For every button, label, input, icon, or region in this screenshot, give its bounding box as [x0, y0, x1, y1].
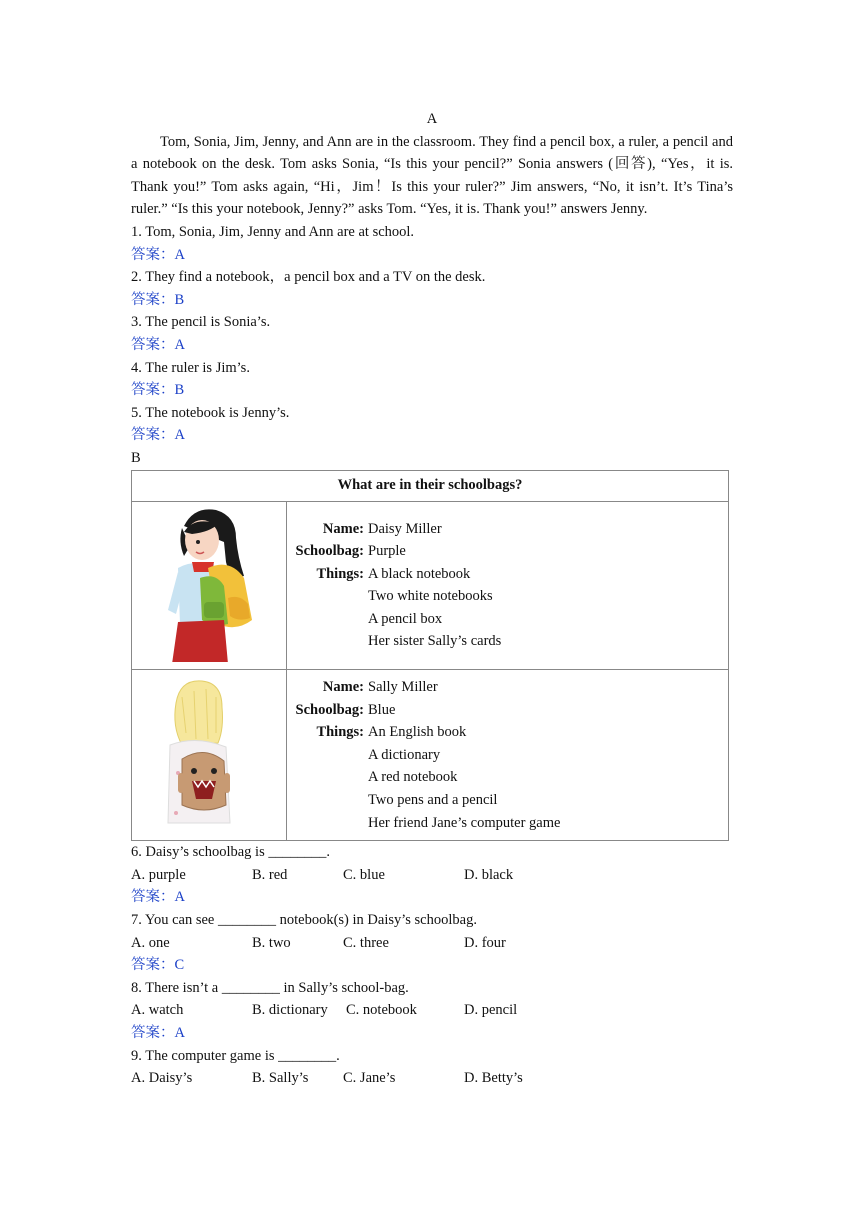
answer-3: 答案：A	[131, 336, 185, 353]
schoolbag-table	[131, 470, 729, 842]
question-7: 7. You can see ________ notebook(s) in Daisy’s schoolbag.	[131, 912, 477, 929]
question-2: 2. They find a notebook，a pencil box and a TV on the desk.	[131, 269, 486, 286]
sally-thing-4: Two pens and a pencil	[368, 792, 498, 809]
answer-4: 答案：B	[131, 382, 185, 399]
options-7	[131, 932, 733, 955]
sally-info-cell	[287, 670, 729, 841]
option: B. Sally’s	[252, 1070, 309, 1087]
daisy-thing-1: A black notebook	[368, 565, 471, 582]
things-label: Things:	[316, 724, 364, 741]
option: A. one	[131, 934, 170, 951]
option: B. dictionary	[252, 1002, 328, 1019]
section-a-questions	[131, 221, 733, 447]
sally-picture-cell	[132, 670, 287, 841]
sally-thing-5: Her friend Jane’s computer game	[368, 814, 561, 831]
schoolbag-label: Schoolbag:	[295, 701, 364, 718]
name-label: Name:	[322, 679, 364, 696]
answer-8: 答案：A	[131, 1025, 185, 1041]
answer-2: 答案：B	[131, 291, 185, 308]
question-4: 4. The ruler is Jim’s.	[131, 359, 250, 376]
sally-thing-3: A red notebook	[368, 769, 458, 786]
answer-7: 答案：C	[131, 957, 185, 974]
sally-schoolbag: Blue	[368, 701, 396, 718]
option: C. notebook	[346, 1002, 417, 1019]
sally-thing-2: A dictionary	[368, 746, 441, 763]
options-9	[131, 1067, 733, 1090]
option: B. red	[252, 866, 288, 883]
question-1: 1. Tom, Sonia, Jim, Jenny and Ann are at school.	[131, 223, 415, 240]
option: A. Daisy’s	[131, 1070, 193, 1087]
document-page	[131, 108, 733, 1090]
passage-a: Tom, Sonia, Jim, Jenny, and Ann are in the classroom. They find a pencil box, a ruler, a pencil and a notebook on the desk. Tom asks Sonia, “Is this your pencil?” Sonia answers (回答), “Yes，it is. Thank you!” Tom asks again, “Hi，Jim！Is this your ruler?” Jim answers, “No, it isn’t. It’s Tina’s ruler.” “Is this your notebook, Jenny?” asks Tom. “Yes, it is. Thank you!” answers Jenny.	[131, 133, 733, 218]
daisy-schoolbag: Purple	[368, 543, 406, 560]
things-label: Things:	[316, 565, 364, 582]
answer-6: 答案：A	[131, 889, 185, 906]
option: B. two	[252, 934, 291, 951]
name-label: Name:	[322, 520, 364, 537]
blonde-girl-with-backpack-illustration	[132, 673, 286, 829]
answer-1: 答案：A	[131, 246, 185, 263]
option: A. watch	[131, 1002, 184, 1019]
section-b-heading: B	[131, 449, 141, 466]
daisy-thing-3: A pencil box	[368, 610, 443, 627]
question-5: 5. The notebook is Jenny’s.	[131, 404, 290, 421]
daisy-picture-cell	[132, 501, 287, 670]
daisy-name: Daisy Miller	[368, 520, 442, 537]
option: D. black	[464, 866, 514, 883]
sally-thing-1: An English book	[368, 724, 467, 741]
daisy-thing-2: Two white notebooks	[368, 588, 493, 605]
section-a-heading: A	[426, 111, 438, 127]
options-6	[131, 864, 733, 887]
option: D. pencil	[464, 1002, 518, 1019]
daisy-info-cell	[287, 501, 729, 670]
table-title: What are in their schoolbags?	[132, 470, 729, 501]
schoolbag-label: Schoolbag:	[295, 543, 364, 560]
question-6: 6. Daisy’s schoolbag is ________.	[131, 844, 330, 861]
answer-5: 答案：A	[131, 427, 185, 444]
question-9: 9. The computer game is ________.	[131, 1047, 340, 1064]
option: D. four	[464, 934, 506, 951]
options-8	[131, 999, 733, 1022]
daisy-thing-4: Her sister Sally’s cards	[368, 633, 502, 650]
sally-name: Sally Miller	[368, 679, 438, 696]
option: A. purple	[131, 866, 186, 883]
question-8: 8. There isn’t a ________ in Sally’s school-bag.	[131, 979, 409, 996]
option: C. blue	[343, 866, 385, 883]
option: C. Jane’s	[343, 1070, 396, 1087]
option: C. three	[343, 934, 389, 951]
question-3: 3. The pencil is Sonia’s.	[131, 314, 271, 331]
option: D. Betty’s	[464, 1070, 523, 1087]
girl-with-backpack-illustration	[132, 502, 286, 662]
section-b-questions	[131, 841, 733, 1090]
